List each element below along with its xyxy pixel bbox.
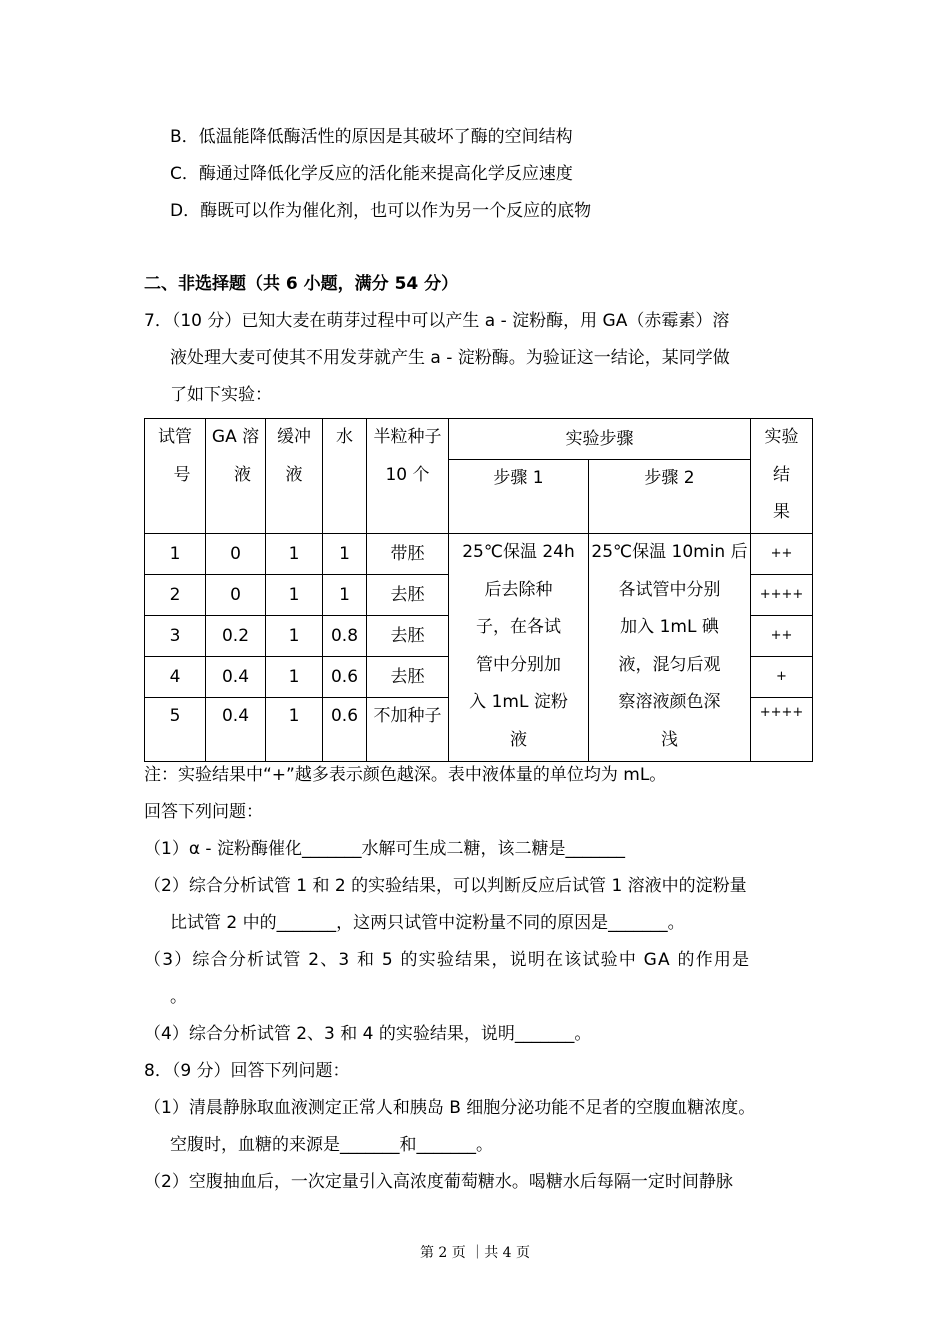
- table-note: 注：实验结果中“+”越多表示颜色越深。表中液体量的单位均为 mL。: [144, 765, 667, 785]
- q7-sub4: （4）综合分析试管 2、3 和 4 的实验结果，说明_______。: [144, 1024, 592, 1044]
- cell-step2: 25℃保温 10min 后 各试管中分别 加入 1mL 碘 液，混匀后观 察溶液颜色深 浅: [589, 534, 751, 762]
- header-result: 实验 结 果: [751, 419, 813, 534]
- cell-seed: 去胚: [367, 616, 449, 657]
- cell-ga: 0.2: [206, 616, 266, 657]
- cell-ga: 0: [206, 575, 266, 616]
- q7-sub3-line2: 。: [170, 987, 187, 1007]
- q8-line1: 8．（9 分）回答下列问题：: [144, 1061, 350, 1081]
- cell-seed: 不加种子: [367, 698, 449, 762]
- q7-line2: 液处理大麦可使其不用发芽就产生 a - 淀粉酶。为验证这一结论，某同学做: [170, 348, 730, 368]
- cell-result: ++++: [751, 575, 813, 616]
- q7-line1: 7．（10 分）已知大麦在萌芽过程中可以产生 a - 淀粉酶，用 GA（赤霉素）溶: [144, 311, 730, 331]
- cell-buffer: 1: [266, 534, 323, 575]
- header-seed: 半粒种子 10 个: [367, 419, 449, 534]
- header-step2: 步骤 2: [589, 460, 751, 534]
- section-title: 二、非选择题（共 6 小题，满分 54 分）: [144, 274, 459, 294]
- q8-sub1-line2: 空腹时，血糖的来源是_______和_______。: [170, 1135, 493, 1155]
- cell-seed: 去胚: [367, 575, 449, 616]
- q7-sub1: （1）α - 淀粉酶催化_______水解可生成二糖，该二糖是_______: [144, 839, 625, 859]
- header-ga: GA 溶 液: [206, 419, 266, 534]
- cell-water: 1: [323, 534, 367, 575]
- q7-sub2-line1: （2）综合分析试管 1 和 2 的实验结果，可以判断反应后试管 1 溶液中的淀粉量: [144, 876, 747, 896]
- q7-sub3-line1: （3）综合分析试管 2、3 和 5 的实验结果，说明在该试验中 GA 的作用是: [144, 950, 751, 970]
- cell-step1: 25℃保温 24h 后去除种 子，在各试 管中分别加 入 1mL 淀粉 液: [449, 534, 589, 762]
- cell-water: 1: [323, 575, 367, 616]
- header-tube: 试管 号: [145, 419, 206, 534]
- q7-sub2-line2: 比试管 2 中的_______，这两只试管中淀粉量不同的原因是_______。: [170, 913, 685, 933]
- header-buffer: 缓冲 液: [266, 419, 323, 534]
- cell-buffer: 1: [266, 657, 323, 698]
- cell-seed: 带胚: [367, 534, 449, 575]
- header-step1: 步骤 1: [449, 460, 589, 534]
- cell-tube: 1: [145, 534, 206, 575]
- option-c: C．酶通过降低化学反应的活化能来提高化学反应速度: [170, 164, 573, 184]
- cell-water: 0.6: [323, 657, 367, 698]
- experiment-table: [144, 418, 813, 762]
- cell-tube: 2: [145, 575, 206, 616]
- cell-buffer: 1: [266, 698, 323, 762]
- option-d: D．酶既可以作为催化剂，也可以作为另一个反应的底物: [170, 201, 592, 221]
- page-footer: 第 2 页 ｜共 4 页: [419, 1245, 531, 1261]
- cell-buffer: 1: [266, 616, 323, 657]
- cell-tube: 3: [145, 616, 206, 657]
- cell-tube: 5: [145, 698, 206, 762]
- cell-buffer: 1: [266, 575, 323, 616]
- cell-water: 0.6: [323, 698, 367, 762]
- header-steps: 实验步骤: [449, 419, 751, 460]
- cell-result: ++: [751, 616, 813, 657]
- answer-prompt: 回答下列问题：: [144, 802, 263, 822]
- cell-tube: 4: [145, 657, 206, 698]
- cell-ga: 0: [206, 534, 266, 575]
- cell-result: ++++: [751, 698, 813, 762]
- cell-water: 0.8: [323, 616, 367, 657]
- cell-result: ++: [751, 534, 813, 575]
- cell-result: +: [751, 657, 813, 698]
- header-water: 水: [323, 419, 367, 534]
- cell-ga: 0.4: [206, 657, 266, 698]
- cell-ga: 0.4: [206, 698, 266, 762]
- q8-sub2-line1: （2）空腹抽血后，一次定量引入高浓度葡萄糖水。喝糖水后每隔一定时间静脉: [144, 1172, 733, 1192]
- q8-sub1-line1: （1）清晨静脉取血液测定正常人和胰岛 B 细胞分泌功能不足者的空腹血糖浓度。: [144, 1098, 756, 1118]
- option-b: B．低温能降低酶活性的原因是其破坏了酶的空间结构: [170, 127, 573, 147]
- cell-seed: 去胚: [367, 657, 449, 698]
- q7-line3: 了如下实验：: [170, 385, 272, 405]
